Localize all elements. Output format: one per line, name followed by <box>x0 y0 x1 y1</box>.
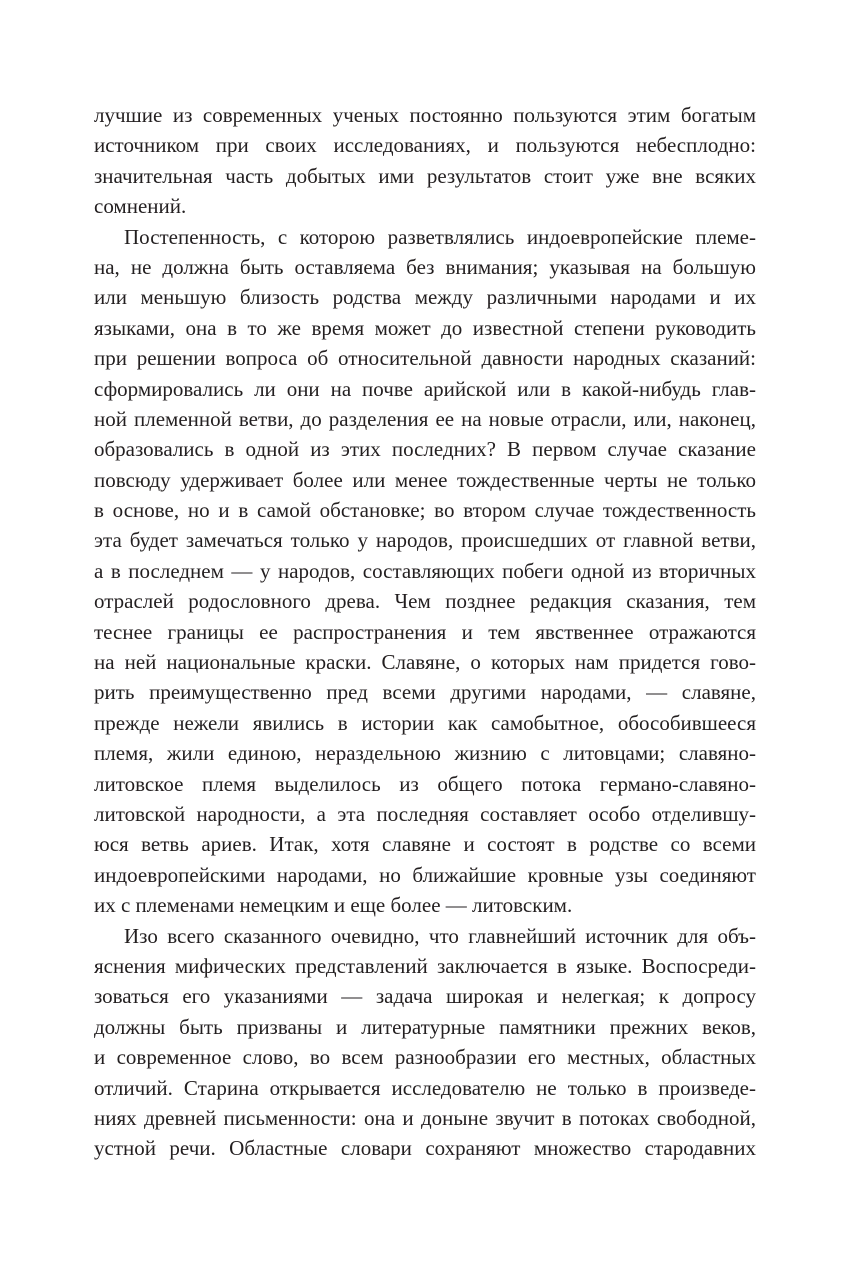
text-line: сформировались ли они на почве арийской или в какой-нибудь глав- <box>94 376 756 401</box>
paragraph-2 <box>94 222 756 921</box>
text-line: образовались в одной из этих последних? В первом случае сказание <box>94 437 756 462</box>
paragraph-1 <box>94 100 756 222</box>
text-line: и современное слово, во всем разнообразии его местных, областных <box>94 1045 756 1070</box>
text-line: теснее границы ее распространения и тем явственнее отражаются <box>94 619 756 644</box>
text-line: рить преимущественно пред всеми другими народами, — славяне, <box>94 680 756 705</box>
text-line: литовское племя выделилось из общего потока германо-славяно- <box>94 771 756 796</box>
text-line: их с племенами немецким и еще более — литовским. <box>94 893 573 918</box>
text-line: прежде нежели явились в истории как самобытное, обособившееся <box>94 710 756 735</box>
text-line: Изо всего сказанного очевидно, что главнейший источник для объ- <box>124 923 756 948</box>
page-text <box>94 100 756 1164</box>
text-line: эта будет замечаться только у народов, происшедших от главной ветви, <box>94 528 756 553</box>
text-line: индоевропейскими народами, но ближайшие кровные узы соединяют <box>94 862 756 887</box>
text-line: литовской народности, а эта последняя составляет особо отделившу- <box>94 801 756 826</box>
text-line: или меньшую близость родства между различными народами и их <box>94 285 756 310</box>
paragraph-3 <box>94 921 756 1164</box>
text-line: источником при своих исследованиях, и пользуются небесплодно: <box>94 133 756 158</box>
text-line: при решении вопроса об относительной давности народных сказаний: <box>94 346 756 371</box>
text-line: яснения мифических представлений заключается в языке. Воспосреди- <box>94 953 756 978</box>
text-line: зоваться его указаниями — задача широкая и нелегкая; к допросу <box>94 984 756 1009</box>
text-line: устной речи. Областные словари сохраняют множество стародавних <box>94 1136 756 1161</box>
text-line: Постепенность, с которою разветвлялись индоевропейские племе- <box>124 224 756 249</box>
text-line: отраслей родословного древа. Чем позднее редакция сказания, тем <box>94 589 756 614</box>
text-line: должны быть призваны и литературные памятники прежних веков, <box>94 1014 756 1039</box>
text-line: ной племенной ветви, до разделения ее на новые отрасли, или, наконец, <box>94 406 756 431</box>
text-line: а в последнем — у народов, составляющих побеги одной из вторичных <box>94 558 756 583</box>
text-line: на ней национальные краски. Славяне, о которых нам придется гово- <box>94 650 756 675</box>
text-line: лучшие из современных ученых постоянно пользуются этим богатым <box>94 103 756 127</box>
text-line: повсюду удерживает более или менее тождественные черты не только <box>94 467 756 492</box>
text-line: племя, жили единою, нераздельною жизнию с литовцами; славяно- <box>94 741 756 766</box>
text-line: языками, она в то же время может до известной степени руководить <box>94 315 756 340</box>
text-line: значительная часть добытых ими результатов стоит уже вне всяких <box>94 163 756 188</box>
text-line: отличий. Старина открывается исследователю не только в произведе- <box>94 1075 756 1100</box>
text-line: сомнений. <box>94 194 187 219</box>
text-line: на, не должна быть оставляема без внимания; указывая на большую <box>94 254 756 279</box>
text-line: ниях древней письменности: она и доныне звучит в потоках свободной, <box>94 1105 756 1130</box>
text-line: в основе, но и в самой обстановке; во втором случае тождественность <box>94 498 756 523</box>
text-line: юся ветвь ариев. Итак, хотя славяне и состоят в родстве со всеми <box>94 832 756 857</box>
